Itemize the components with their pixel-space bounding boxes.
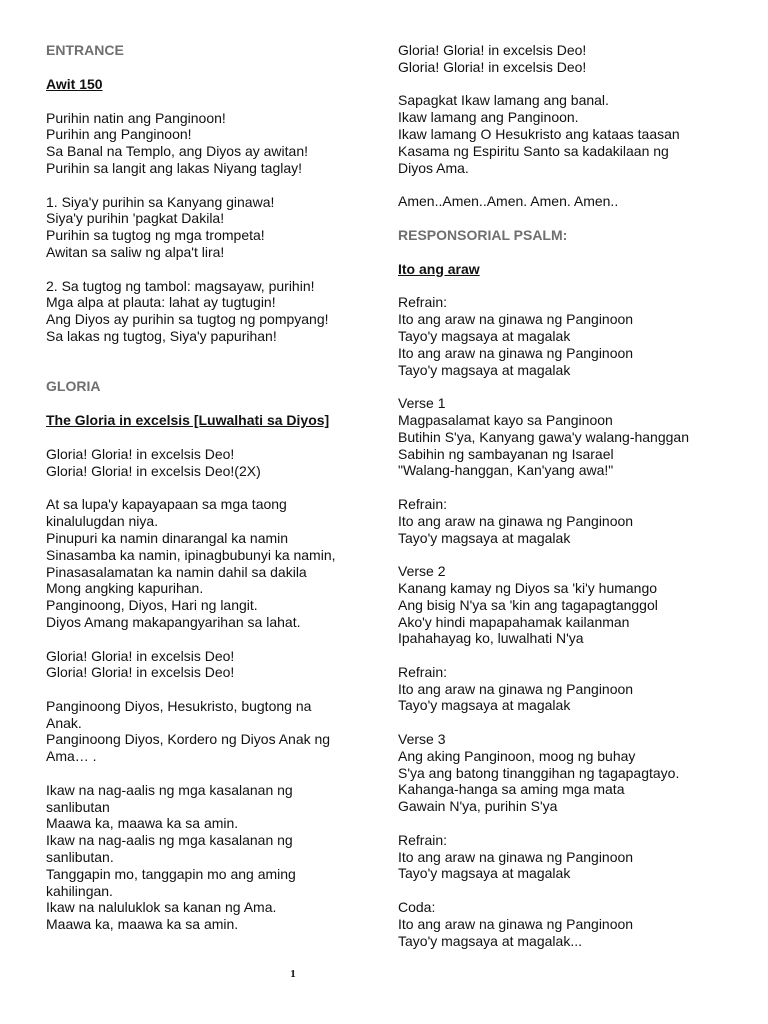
lyric-line: Amen..Amen..Amen. Amen. Amen.. (398, 193, 619, 210)
lyric-line: sanlibutan. (46, 849, 114, 866)
lyric-line: Ang bisig N'ya sa 'kin ang tagapagtanggol (398, 596, 658, 613)
song-title: The Gloria in excelsis [Luwalhati sa Diyos] (46, 412, 330, 429)
lyric-line: Mong angking kapurihan. (46, 580, 204, 597)
lyric-line: Ikaw na nag-aalis ng mga kasalanan ng (46, 832, 293, 849)
lyric-line: Tayo'y magsaya at magalak (398, 529, 571, 546)
lyric-line: Ikaw na naluluklok sa kanan ng Ama. (46, 899, 277, 916)
spacer (46, 631, 376, 648)
lyric-line: Kanang kamay ng Diyos sa 'ki'y humango (398, 579, 658, 596)
lyric-line: Verse 3 (398, 731, 446, 748)
spacer (398, 647, 738, 664)
lyric-line: Ito ang araw na ginawa ng Panginoon (398, 344, 634, 361)
lyric-line: "Walang-hanggan, Kan'yang awa!" (398, 462, 614, 479)
lyric-line: Sa lakas ng tugtog, Siya'y papurihan! (46, 327, 277, 344)
song-title: Ito ang araw (398, 260, 480, 277)
lyric-line: Maawa ka, maawa ka sa amin. (46, 916, 239, 933)
lyric-line: Ako'y hindi mapapahamak kailanman (398, 613, 630, 630)
lyric-line: Gloria! Gloria! in excelsis Deo!(2X) (46, 462, 261, 479)
lyric-line: Purihin sa langit ang lakas Niyang taglay! (46, 159, 303, 176)
lyric-line: Gawain N'ya, purihin S'ya (398, 798, 558, 815)
spacer (398, 210, 738, 227)
spacer (46, 261, 376, 278)
lyric-line: Ama… . (46, 748, 97, 765)
spacer (46, 395, 376, 412)
spacer (398, 244, 738, 261)
spacer (398, 815, 738, 832)
lyric-line: Gloria! Gloria! in excelsis Deo! (398, 58, 587, 75)
lyric-line: Coda: (398, 899, 436, 916)
lyric-line: 1. Siya'y purihin sa Kanyang ginawa! (46, 193, 275, 210)
lyric-line: Refrain: (398, 495, 448, 512)
spacer (46, 681, 376, 698)
section-heading: RESPONSORIAL PSALM: (398, 226, 568, 243)
lyric-line: Gloria! Gloria! in excelsis Deo! (46, 664, 235, 681)
lyric-line: Mga alpa at plauta: lahat ay tugtugin! (46, 294, 276, 311)
right-column (398, 42, 738, 949)
lyric-line: Purihin natin ang Panginoon! (46, 109, 226, 126)
lyric-line: 2. Sa tugtog ng tambol: magsayaw, purihin! (46, 277, 315, 294)
spacer (398, 714, 738, 731)
lyric-line: Sabihin ng sambayanan ng Isarael (398, 445, 614, 462)
lyric-line: Gloria! Gloria! in excelsis Deo! (46, 647, 235, 664)
spacer (398, 76, 738, 93)
lyric-line: Awitan sa saliw ng alpa't lira! (46, 243, 225, 260)
lyric-line: Tayo'y magsaya at magalak... (398, 932, 582, 949)
lyric-line: Butihin S'ya, Kanyang gawa'y walang-hanggan (398, 428, 689, 445)
left-column (46, 42, 376, 933)
lyric-line: Kasama ng Espiritu Santo sa kadakilaan ng (398, 142, 669, 159)
section-heading: ENTRANCE (46, 42, 124, 58)
lyric-line: Purihin sa tugtog ng mga trompeta! (46, 227, 265, 244)
spacer (46, 93, 376, 110)
lyric-line: Sapagkat Ikaw lamang ang banal. (398, 92, 609, 109)
lyric-line: Maawa ka, maawa ka sa amin. (46, 815, 239, 832)
lyric-line: kinalulugdan niya. (46, 513, 159, 530)
lyric-line: Pinasasalamatan ka namin dahil sa dakila (46, 563, 307, 580)
lyric-line: Ikaw lamang ang Panginoon. (398, 109, 579, 126)
lyric-line: Sa Banal na Templo, ang Diyos ay awitan! (46, 143, 309, 160)
spacer (398, 546, 738, 563)
lyric-line: Tayo'y magsaya at magalak (398, 865, 571, 882)
lyric-line: Gloria! Gloria! in excelsis Deo! (46, 445, 235, 462)
lyric-line: Diyos Amang makapangyarihan sa lahat. (46, 613, 301, 630)
spacer (398, 479, 738, 496)
section-heading: GLORIA (46, 378, 101, 395)
lyric-line: Ikaw na nag-aalis ng mga kasalanan ng (46, 781, 293, 798)
lyric-line: Ito ang araw na ginawa ng Panginoon (398, 311, 634, 328)
lyric-line: Ipahahayag ko, luwalhati N'ya (398, 630, 584, 647)
lyric-line: Refrain: (398, 294, 448, 311)
lyric-line: At sa lupa'y kapayapaan sa mga taong (46, 496, 287, 513)
lyric-line: Verse 1 (398, 395, 446, 412)
lyric-line: Ito ang araw na ginawa ng Panginoon (398, 512, 634, 529)
page-number: 1 (290, 968, 296, 980)
lyric-line: Sinasamba ka namin, ipinagbubunyi ka namin, (46, 546, 336, 563)
lyric-line: Diyos Ama. (398, 159, 469, 176)
spacer (46, 362, 376, 379)
lyric-line: Verse 2 (398, 563, 446, 580)
lyric-line: Ito ang araw na ginawa ng Panginoon (398, 848, 634, 865)
spacer (46, 345, 376, 362)
spacer (46, 480, 376, 497)
lyric-line: Panginoong Diyos, Hesukristo, bugtong na (46, 697, 312, 714)
spacer (398, 278, 738, 295)
spacer (398, 176, 738, 193)
spacer (46, 59, 376, 76)
lyric-line: Anak. (46, 714, 82, 731)
lyric-line: Panginoong Diyos, Kordero ng Diyos Anak ng (46, 731, 331, 748)
spacer (398, 882, 738, 899)
lyric-line: Pinupuri ka namin dinarangal ka namin (46, 529, 289, 546)
lyric-line: Siya'y purihin 'pagkat Dakila! (46, 210, 225, 227)
lyric-line: Purihin ang Panginoon! (46, 126, 192, 143)
lyric-line: Ito ang araw na ginawa ng Panginoon (398, 680, 634, 697)
lyric-line: Ang Diyos ay purihin sa tugtog ng pompyang! (46, 311, 329, 328)
lyric-line: Ang aking Panginoon, moog ng buhay (398, 747, 636, 764)
lyric-line: kahilingan. (46, 882, 113, 899)
lyric-line: Kahanga-hanga sa aming mga mata (398, 781, 625, 798)
lyric-line: Gloria! Gloria! in excelsis Deo! (398, 42, 587, 58)
lyric-line: Ikaw lamang O Hesukristo ang kataas taasan (398, 125, 680, 142)
lyric-line: sanlibutan (46, 798, 110, 815)
lyric-line: Tanggapin mo, tanggapin mo ang aming (46, 865, 296, 882)
lyric-line: Tayo'y magsaya at magalak (398, 361, 571, 378)
spacer (46, 429, 376, 446)
lyric-line: Tayo'y magsaya at magalak (398, 697, 571, 714)
spacer (398, 378, 738, 395)
lyric-line: S'ya ang batong tinanggihan ng tagapagtayo. (398, 764, 680, 781)
lyric-line: Magpasalamat kayo sa Panginoon (398, 411, 613, 428)
lyric-line: Refrain: (398, 831, 448, 848)
spacer (46, 765, 376, 782)
lyric-line: Ito ang araw na ginawa ng Panginoon (398, 915, 634, 932)
song-title: Awit 150 (46, 75, 103, 92)
lyric-line: Refrain: (398, 663, 448, 680)
spacer (46, 177, 376, 194)
lyric-line: Panginoong, Diyos, Hari ng langit. (46, 597, 258, 614)
lyric-line: Tayo'y magsaya at magalak (398, 327, 571, 344)
